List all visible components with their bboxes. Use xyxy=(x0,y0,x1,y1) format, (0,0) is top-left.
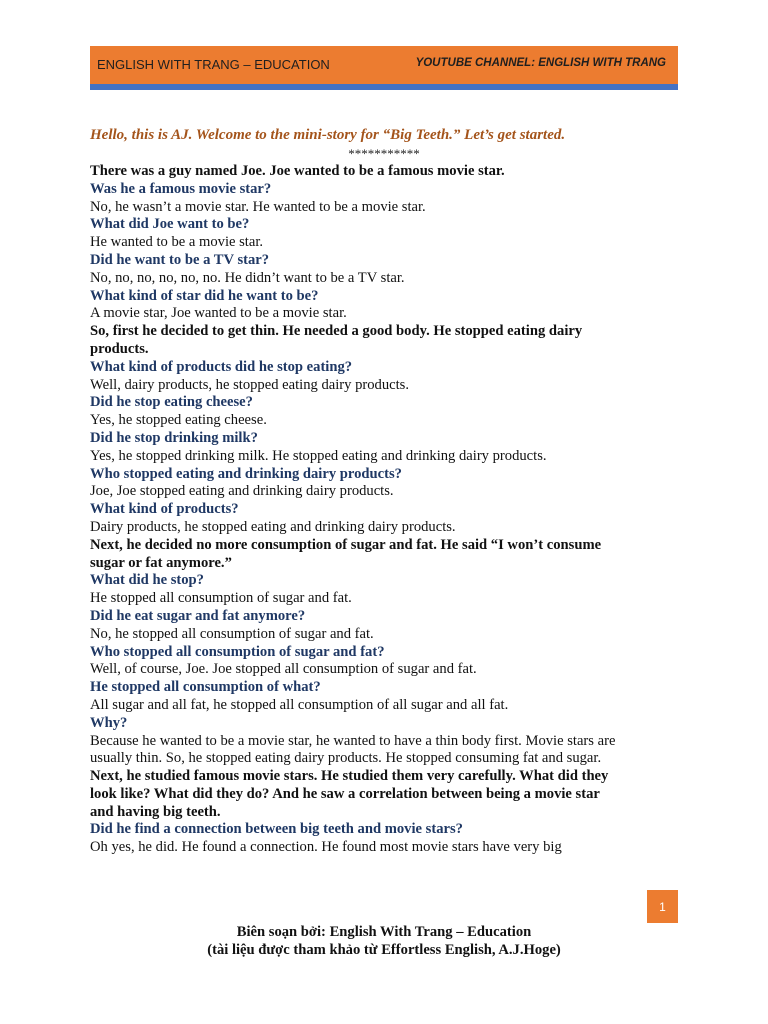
answer-line: Well, dairy products, he stopped eating dairy products. xyxy=(90,376,409,393)
footer-line-2: (tài liệu được tham khảo từ Effortless English, A.J.Hoge) xyxy=(207,942,561,958)
answer-line: A movie star, Joe wanted to be a movie star. xyxy=(90,305,347,322)
narration-line: Next, he decided no more consumption of sugar and fat. He said “I won’t consume sugar or fat anymore.” xyxy=(90,536,602,571)
answer-line: Dairy products, he stopped eating and drinking dairy products. xyxy=(90,518,456,535)
answer-line: Because he wanted to be a movie star, he wanted to have a thin body first. Movie stars are usually thin. So, he stopped eating dairy products. He stopped consuming fat and sugar. xyxy=(90,732,616,767)
narration-line: Next, he studied famous movie stars. He studied them very carefully. What did they look like? What did they do? And he saw a correlation between being a movie star and having big teeth. xyxy=(90,768,609,820)
question-line: Why? xyxy=(90,714,128,731)
answer-line: Yes, he stopped eating cheese. xyxy=(90,412,267,429)
divider-stars: *********** xyxy=(348,146,420,161)
answer-line: All sugar and all fat, he stopped all consumption of all sugar and all fat. xyxy=(90,696,509,713)
header-underline xyxy=(90,84,678,90)
question-line: Who stopped all consumption of sugar and fat? xyxy=(90,643,385,660)
question-line: He stopped all consumption of what? xyxy=(90,679,321,696)
question-line: What kind of products did he stop eating? xyxy=(90,358,353,375)
narration-line: So, first he decided to get thin. He needed a good body. He stopped eating dairy products. xyxy=(90,323,583,357)
question-line: Did he find a connection between big teeth and movie stars? xyxy=(90,821,463,838)
answer-line: He wanted to be a movie star. xyxy=(90,234,264,251)
header-left-text: ENGLISH WITH TRANG – EDUCATION xyxy=(97,57,330,72)
question-line: Did he want to be a TV star? xyxy=(90,251,270,268)
question-line: Did he eat sugar and fat anymore? xyxy=(90,607,306,624)
answer-line: No, no, no, no, no, no. He didn’t want to be a TV star. xyxy=(90,269,405,286)
question-line: Did he stop drinking milk? xyxy=(90,429,258,446)
question-line: Was he a famous movie star? xyxy=(90,180,272,197)
answer-line: Oh yes, he did. He found a connection. He found most movie stars have very big xyxy=(90,839,562,856)
answer-line: He stopped all consumption of sugar and fat. xyxy=(90,590,352,607)
footer xyxy=(0,923,768,959)
page-number: 1 xyxy=(647,890,678,923)
question-line: What kind of products? xyxy=(90,501,239,518)
answer-line: No, he wasn’t a movie star. He wanted to be a movie star. xyxy=(90,198,426,215)
question-line: What did he stop? xyxy=(90,572,204,589)
answer-line: Joe, Joe stopped eating and drinking dairy products. xyxy=(90,483,394,500)
footer-line-1: Biên soạn bởi: English With Trang – Education xyxy=(236,924,532,940)
question-line: Did he stop eating cheese? xyxy=(90,394,253,411)
answer-line: Yes, he stopped drinking milk. He stopped eating and drinking dairy products. xyxy=(90,447,547,464)
header-right-text: YOUTUBE CHANNEL: ENGLISH WITH TRANG xyxy=(415,57,666,69)
answer-line: No, he stopped all consumption of sugar and fat. xyxy=(90,625,374,642)
question-line: Who stopped eating and drinking dairy products? xyxy=(90,465,402,482)
question-line: What kind of star did he want to be? xyxy=(90,287,319,304)
answer-line: Well, of course, Joe. Joe stopped all consumption of sugar and fat. xyxy=(90,661,477,678)
story-content xyxy=(90,163,620,857)
question-line: What did Joe want to be? xyxy=(90,216,250,233)
intro-text: Hello, this is AJ. Welcome to the mini-story for “Big Teeth.” Let’s get started. xyxy=(90,127,566,143)
narration-line: There was a guy named Joe. Joe wanted to be a famous movie star. xyxy=(90,163,505,179)
